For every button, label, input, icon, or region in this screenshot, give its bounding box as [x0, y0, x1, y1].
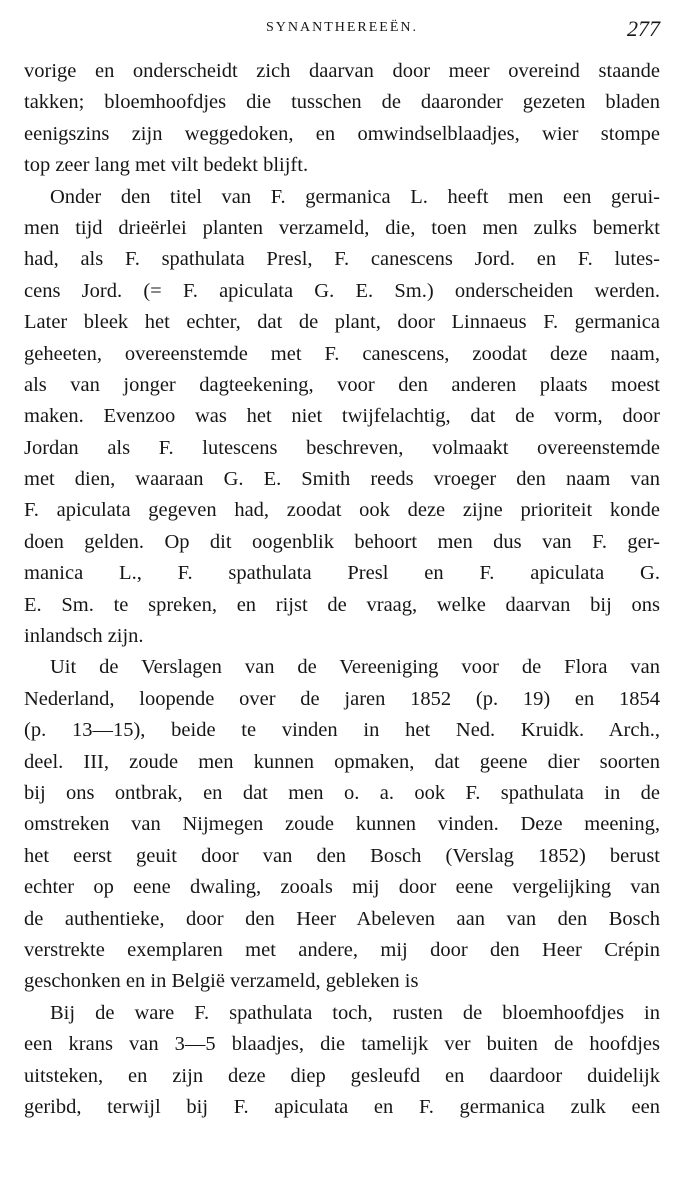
- text-line: Onder den titel van F. germanica L. heeft men een gerui-: [50, 185, 660, 208]
- text-line: Nederland, loopende over de jaren 1852 (p. 19) en 1854: [24, 687, 660, 710]
- body-text: [24, 56, 660, 1123]
- text-line: vorige en onderscheidt zich daarvan door meer overeind staande: [24, 60, 660, 82]
- text-line: bij ons ontbrak, en dat men o. a. ook F. spathulata in de: [24, 781, 660, 804]
- text-line: cens Jord. (= F. apiculata G. E. Sm.) onderscheiden werden.: [24, 279, 660, 302]
- text-line: het eerst geuit door van den Bosch (Verslag 1852) berust: [24, 844, 660, 867]
- text-line: had, als F. spathulata Presl, F. canescens Jord. en F. lutes-: [24, 248, 660, 271]
- text-line: (p. 13—15), beide te vinden in het Ned. Kruidk. Arch.,: [24, 719, 660, 742]
- text-line: deel. III, zoude men kunnen opmaken, dat geene dier soorten: [24, 750, 660, 773]
- text-line: met dien, waaraan G. E. Smith reeds vroeger den naam van: [24, 468, 660, 491]
- text-line: geheeten, overeenstemde met F. canescens, zoodat deze naam,: [24, 342, 660, 365]
- text-line: Bij de ware F. spathulata toch, rusten de bloemhoofdjes in: [50, 1001, 660, 1024]
- text-line: doen gelden. Op dit oogenblik behoort men dus van F. ger-: [24, 530, 660, 553]
- text-line: uitsteken, en zijn deze diep gesleufd en daardoor duidelijk: [24, 1064, 660, 1087]
- page-header: [24, 14, 660, 44]
- text-line: F. apiculata gegeven had, zoodat ook deze zijne prioriteit konde: [24, 499, 660, 522]
- text-line: Jordan als F. lutescens beschreven, volmaakt overeenstemde: [24, 436, 660, 459]
- text-line: inlandsch zijn.: [24, 625, 144, 648]
- text-line: geschonken en in België verzameld, gebleken is: [24, 970, 419, 993]
- text-line: eenigszins zijn weggedoken, en omwindselblaadjes, wier stompe: [24, 122, 660, 145]
- text-line: verstrekte exemplaren met andere, mij door den Heer Crépin: [24, 938, 660, 961]
- text-line: top zeer lang met vilt bedekt blijft.: [24, 154, 309, 177]
- text-line: een krans van 3—5 blaadjes, die tamelijk ver buiten de hoofdjes: [24, 1033, 660, 1056]
- text-line: de authentieke, door den Heer Abeleven aan van den Bosch: [24, 907, 660, 930]
- text-line: E. Sm. te spreken, en rijst de vraag, welke daarvan bij ons: [24, 593, 660, 616]
- text-line: maken. Evenzoo was het niet twijfelachtig, dat de vorm, door: [24, 405, 660, 428]
- text-line: omstreken van Nijmegen zoude kunnen vinden. Deze meening,: [24, 813, 660, 836]
- text-line: takken; bloemhoofdjes die tusschen de daaronder gezeten bladen: [24, 91, 660, 114]
- text-line: Uit de Verslagen van de Vereeniging voor de Flora van: [50, 656, 660, 679]
- text-line: echter op eene dwaling, zooals mij door eene vergelijking van: [24, 876, 660, 899]
- text-line: als van jonger dagteekening, voor den anderen plaats moest: [24, 373, 660, 396]
- text-line: geribd, terwijl bij F. apiculata en F. germanica zulk een: [24, 1095, 660, 1118]
- text-line: men tijd drieërlei planten verzameld, die, toen men zulks bemerkt: [24, 216, 660, 239]
- running-title: SYNANTHEREEËN.: [265, 20, 419, 35]
- text-line: manica L., F. spathulata Presl en F. apiculata G.: [24, 562, 660, 585]
- page-number: 277: [627, 16, 660, 41]
- text-line: Later bleek het echter, dat de plant, door Linnaeus F. germanica: [24, 311, 660, 334]
